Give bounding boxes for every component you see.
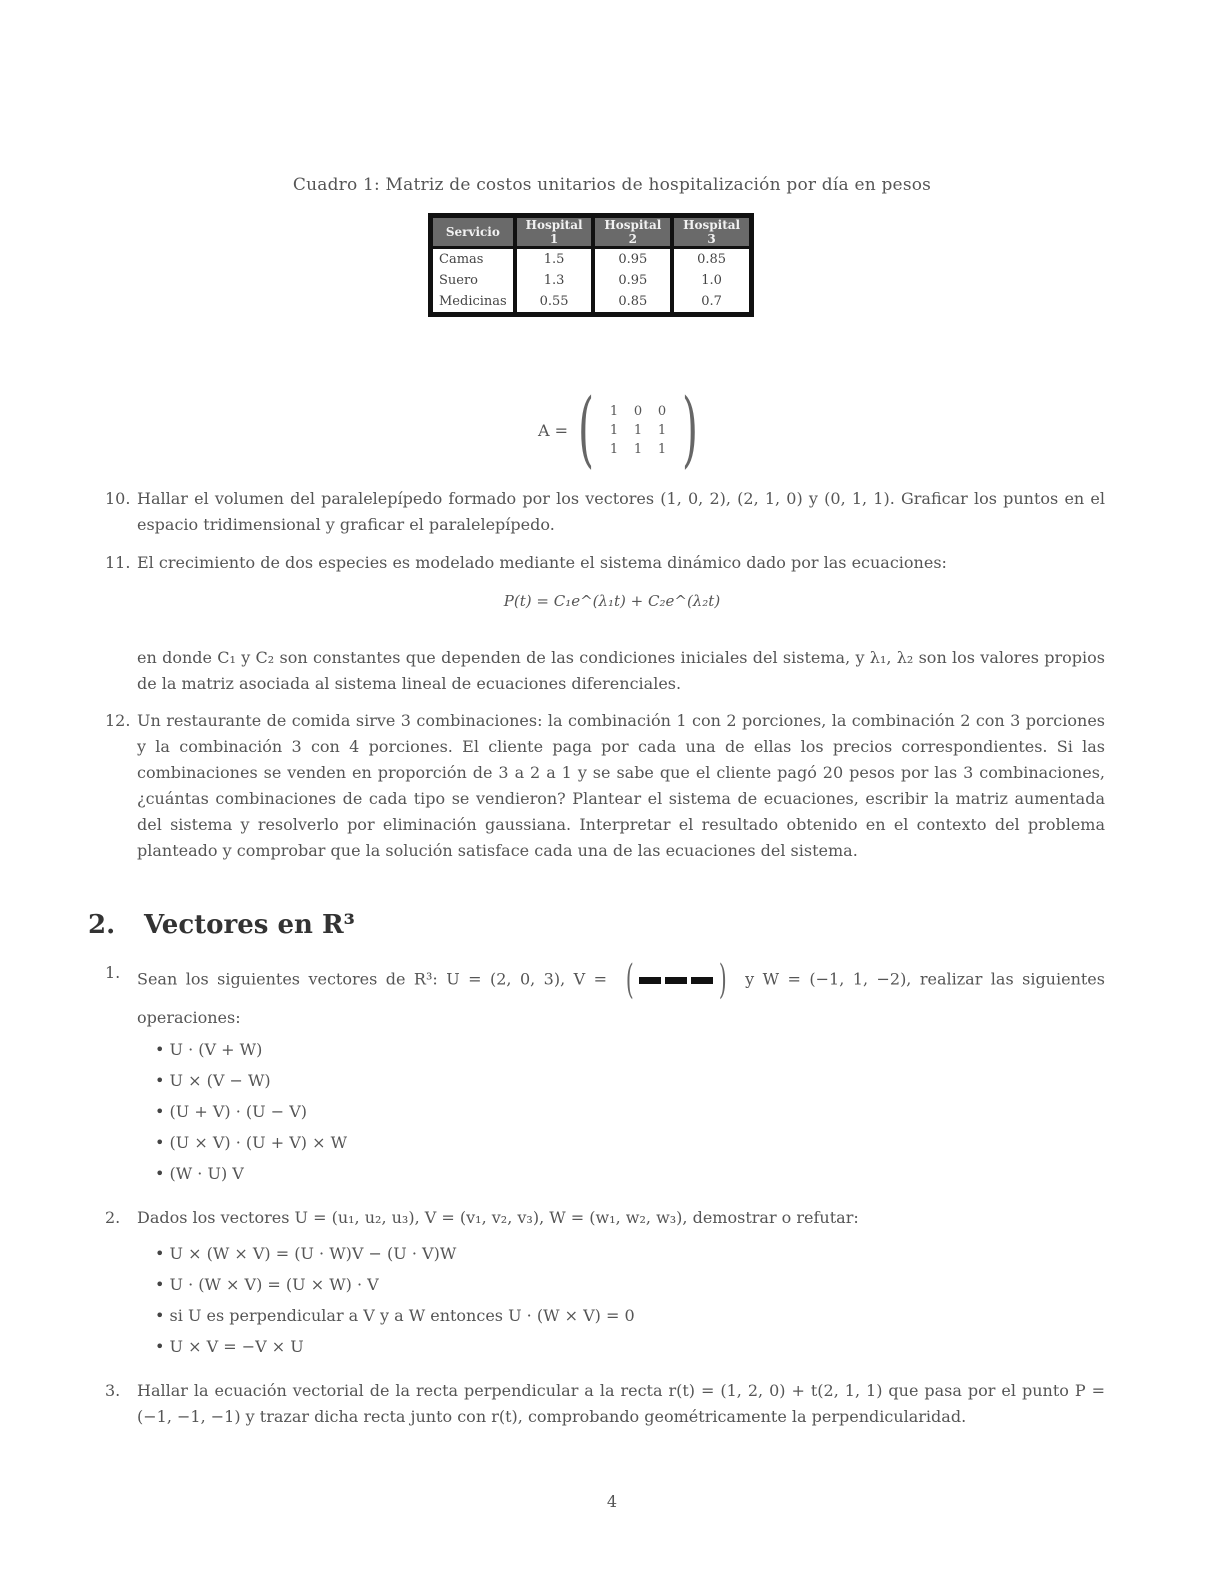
matrix-cell: 1 [633,422,643,438]
table-cell: Camas [439,252,484,267]
matrix-a [538,382,706,477]
list-item: • U × V = −V × U [155,1331,635,1362]
section-title: Vectores en R³ [144,910,355,940]
list-item: • (U + V) · (U − V) [155,1096,347,1127]
item-text: Dados los vectores U = (u₁, u₂, u₃), V = (v₁, v₂, v₃), W = (w₁, w₂, w₃), demostrar o refutar: [137,1208,859,1227]
table-cell: 0.7 [672,291,751,315]
matrix-cell: 1 [657,441,667,457]
list-item: • (U × V) · (U + V) × W [155,1127,347,1158]
item-number: 1. [105,963,121,982]
page-number: 4 [606,1492,618,1511]
matrix-cell: 1 [609,422,619,438]
table-cell: 1.3 [515,270,594,291]
right-paren-icon: ) [682,382,699,477]
matrix-cell: 0 [657,403,667,419]
exercise-item [105,1205,1105,1231]
matrix-cell: 1 [609,403,619,419]
matrix-cell: 1 [609,441,619,457]
table-header-cell: Servicio [431,216,515,248]
cost-table-container [428,213,754,317]
exercise-item [105,550,1105,576]
item-number: 2. [105,1208,121,1227]
vector-v-icon: ( ) [625,957,727,1003]
table-cell: Medicinas [439,294,507,309]
growth-formula: P(t) = C₁e^(λ₁t) + C₂e^(λ₂t) [503,592,721,610]
exercise-item [105,486,1105,538]
list-item: • U · (V + W) [155,1034,347,1065]
item-text-part: y W = (−1, 1, −2), realizar las siguientes operaciones: [137,969,1105,1027]
table-cell: 0.55 [515,291,594,315]
table-header-cell: Hospital 3 [672,216,751,248]
item-text: en donde C₁ y C₂ son constantes que dependen de las condiciones iniciales del sistema, y λ₁, λ₂ son los valores propios de la matriz asociada al sistema lineal de ecuaciones diferenciales. [137,648,1105,693]
matrix-cell: 1 [657,422,667,438]
exercise-item [105,708,1105,864]
section-number: 2. [88,910,116,940]
list-item: • (W · U) V [155,1158,347,1189]
cost-table [428,213,754,317]
exercise-item [105,1378,1105,1430]
matrix-grid [602,404,674,457]
list-item: • U · (W × V) = (U × W) · V [155,1269,635,1300]
list-item: • U × (V − W) [155,1065,347,1096]
table-cell: 0.85 [593,291,672,315]
item-number: 11. [105,553,131,572]
list-item: • si U es perpendicular a V y a W entonces U · (W × V) = 0 [155,1300,635,1331]
item-text: Hallar el volumen del paralelepípedo formado por los vectores (1, 0, 2), (2, 1, 0) y (0, 1, 1). Graficar los puntos en el espacio tridimensional y graficar el paralelepípedo. [137,489,1105,534]
properties-list [155,1238,635,1362]
item-number: 3. [105,1381,121,1400]
matrix-label: A = [538,420,569,440]
item-text-part: Sean los siguientes vectores de R³: U = (2, 0, 3), V = [137,969,608,989]
matrix-cell: 1 [633,441,643,457]
item-text: El crecimiento de dos especies es modelado mediante el sistema dinámico dado por las ecuaciones: [137,553,947,572]
table-row [431,270,752,291]
table-cell: 1.5 [515,248,594,271]
matrix-cell: 0 [633,403,643,419]
item-text [137,957,1105,1036]
table-cell: 0.95 [593,248,672,271]
table-header-cell: Hospital 1 [515,216,594,248]
item-continuation [105,645,1105,697]
exercise-item [105,957,1105,1036]
table-cell: 1.0 [672,270,751,291]
table-row [431,291,752,315]
operations-list [155,1034,347,1189]
item-text: Un restaurante de comida sirve 3 combinaciones: la combinación 1 con 2 porciones, la combinación 2 con 3 porciones y la combinación 3 con 4 porciones. El cliente paga por cada una de ellas los precios correspondientes. Si las combinaciones se venden en proporción de 3 a 2 a 1 y se sabe que el cliente pagó 20 pesos por las 3 combinaciones, ¿cuántas combinaciones de cada tipo se vendieron? Plantear el sistema de ecuaciones, escribir la matriz aumentada del sistema y resolverlo por eliminación gaussiana. Interpretar el resultado obtenido en el contexto del problema planteado y comprobar que la solución satisface cada una de las ecuaciones del sistema. [137,711,1105,860]
item-text: Hallar la ecuación vectorial de la recta perpendicular a la recta r(t) = (1, 2, 0) + t(2, 1, 1) que pasa por el punto P = (−1, −1, −1) y trazar dicha recta junto con r(t), comprobando geométricamente la perpendicularidad. [137,1381,1105,1426]
item-number: 12. [105,711,131,730]
table-cell: 0.95 [593,270,672,291]
table-row [431,248,752,271]
section-heading [88,910,355,940]
table-cell: 0.85 [672,248,751,271]
table-header-cell: Hospital 2 [593,216,672,248]
left-paren-icon: ( [578,382,595,477]
table-header-row [431,216,752,248]
table-cell: Suero [439,273,479,288]
item-number: 10. [105,489,131,508]
list-item: • U × (W × V) = (U · W)V − (U · V)W [155,1238,635,1269]
table-caption: Cuadro 1: Matriz de costos unitarios de hospitalización por día en pesos [292,175,932,195]
